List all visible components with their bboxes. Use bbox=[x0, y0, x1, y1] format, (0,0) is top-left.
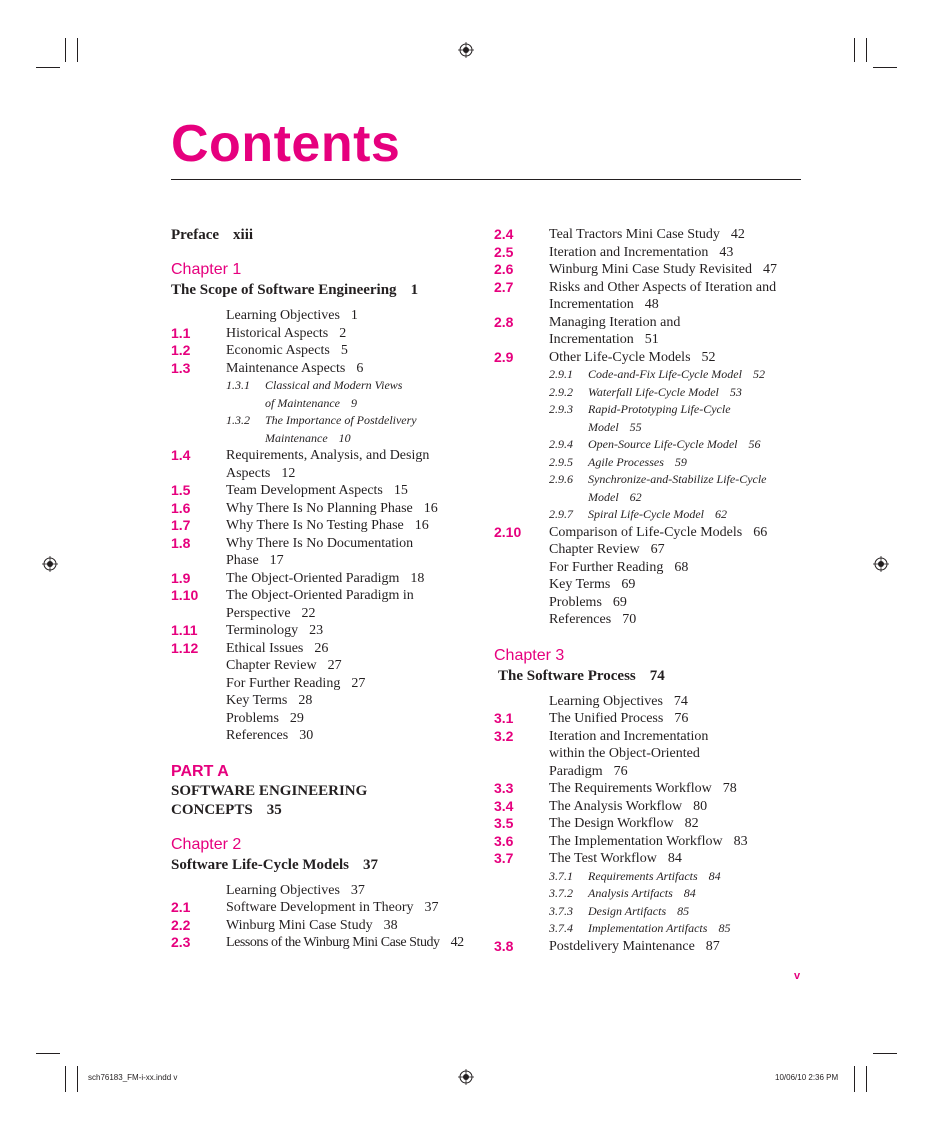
toc-entry[interactable]: 1.9 The Object-Oriented Paradigm 18 bbox=[171, 569, 425, 586]
toc-entry[interactable]: 2.9 Other Life-Cycle Models 52 bbox=[494, 348, 716, 365]
toc-entry[interactable]: For Further Reading 68 bbox=[549, 559, 689, 575]
toc-entry[interactable]: 2.6 Winburg Mini Case Study Revisited 47 bbox=[494, 261, 777, 277]
registration-mark-icon bbox=[458, 1069, 474, 1085]
toc-subentry[interactable]: 2.9.3 Rapid-Prototyping Life-Cycle Model 55 bbox=[549, 402, 731, 434]
toc-entry[interactable]: 2.7 Risks and Other Aspects of Iteration and Incrementation 48 bbox=[494, 278, 777, 312]
toc-entry[interactable]: 2.8 Managing Iteration and Incrementation 51 bbox=[494, 313, 681, 347]
crop-mark bbox=[854, 38, 855, 62]
toc-subentry[interactable]: 1.3.2 The Importance of Postdelivery Maintenance 10 bbox=[226, 413, 417, 445]
chapter-3-title[interactable]: The Software Process 74 bbox=[498, 667, 665, 684]
crop-mark bbox=[36, 67, 60, 68]
part-a-title[interactable]: SOFTWARE ENGINEERING CONCEPTS 35 bbox=[171, 782, 368, 818]
toc-entry[interactable]: 3.7 The Test Workflow 84 bbox=[494, 850, 682, 866]
toc-subentry[interactable]: 2.9.5 Agile Processes 59 bbox=[549, 454, 687, 469]
toc-entry[interactable]: Learning Objectives 37 bbox=[226, 882, 365, 898]
toc-entry[interactable]: 3.6 The Implementation Workflow 83 bbox=[494, 832, 748, 849]
toc-subentry[interactable]: 2.9.1 Code-and-Fix Life-Cycle Model 52 bbox=[549, 367, 765, 381]
toc-left-column bbox=[171, 226, 471, 952]
crop-mark bbox=[873, 1053, 897, 1054]
toc-entry[interactable]: 1.1 Historical Aspects 2 bbox=[171, 324, 347, 341]
title-rule bbox=[171, 179, 801, 180]
toc-entry[interactable]: 3.4 The Analysis Workflow 80 bbox=[494, 797, 708, 814]
toc-entry[interactable]: Key Terms 69 bbox=[549, 577, 636, 592]
toc-subentry[interactable]: 3.7.2 Analysis Artifacts 84 bbox=[549, 886, 696, 900]
page-title: Contents bbox=[171, 115, 401, 173]
toc-entry[interactable]: Key Terms 28 bbox=[226, 693, 313, 708]
toc-entry[interactable]: 1.8 Why There Is No Documentation Phase 17 bbox=[171, 534, 414, 568]
toc-entry[interactable]: 1.2 Economic Aspects 5 bbox=[171, 342, 348, 358]
toc-entry[interactable]: Chapter Review 67 bbox=[549, 542, 665, 557]
toc-entry[interactable]: Problems 69 bbox=[549, 594, 627, 610]
toc-entry[interactable]: Learning Objectives 74 bbox=[549, 693, 688, 709]
toc-entry[interactable]: 2.10 Comparison of Life-Cycle Models 66 bbox=[494, 523, 768, 540]
toc-subentry[interactable]: 1.3.1 Classical and Modern Views of Maintenance 9 bbox=[226, 378, 403, 410]
toc-subentry[interactable]: 2.9.7 Spiral Life-Cycle Model 62 bbox=[549, 507, 727, 521]
chapter-2-title[interactable]: Software Life-Cycle Models 37 bbox=[171, 856, 379, 873]
toc-subentry[interactable]: 3.7.1 Requirements Artifacts 84 bbox=[549, 868, 721, 883]
toc-subentry[interactable]: 2.9.4 Open-Source Life-Cycle Model 56 bbox=[549, 437, 761, 451]
toc-entry[interactable]: 3.3 The Requirements Workflow 78 bbox=[494, 780, 737, 796]
toc-entry[interactable]: References 70 bbox=[549, 612, 637, 627]
crop-mark bbox=[36, 1053, 60, 1054]
chapter-1-label: Chapter 1 bbox=[171, 261, 242, 278]
toc-entry[interactable]: 1.3 Maintenance Aspects 6 bbox=[171, 359, 364, 376]
toc-subentry[interactable]: 3.7.4 Implementation Artifacts 85 bbox=[549, 921, 731, 935]
toc-entry[interactable]: Chapter Review 27 bbox=[226, 658, 342, 673]
registration-mark-icon bbox=[42, 556, 58, 572]
toc-entry[interactable]: 1.11 Terminology 23 bbox=[171, 622, 324, 638]
toc-entry[interactable]: 1.5 Team Development Aspects 15 bbox=[171, 482, 408, 498]
crop-mark bbox=[65, 1066, 66, 1092]
part-a-label: PART A bbox=[171, 762, 229, 780]
crop-mark bbox=[873, 67, 897, 68]
toc-entry[interactable]: 1.4 Requirements, Analysis, and Design Aspects 12 bbox=[171, 447, 430, 481]
registration-mark-icon bbox=[458, 42, 474, 58]
toc-entry[interactable]: 3.2 Iteration and Incrementation within the Object-Oriented Paradigm 76 bbox=[494, 727, 709, 779]
toc-entry[interactable]: 1.10 The Object-Oriented Paradigm in Perspective 22 bbox=[171, 587, 414, 621]
slug-date: 10/06/10 2:36 PM bbox=[775, 1073, 839, 1082]
page-folio: v bbox=[794, 970, 801, 982]
toc-entry[interactable]: 2.3 Lessons of the Winburg Mini Case Study 42 bbox=[171, 934, 464, 950]
toc-entry[interactable]: 1.7 Why There Is No Testing Phase 16 bbox=[171, 517, 429, 533]
toc-entry[interactable]: For Further Reading 27 bbox=[226, 675, 366, 691]
registration-mark-icon bbox=[873, 556, 889, 572]
crop-mark bbox=[77, 38, 78, 62]
crop-mark bbox=[866, 38, 867, 62]
toc-subentry[interactable]: 2.9.2 Waterfall Life-Cycle Model 53 bbox=[549, 384, 742, 399]
chapter-3-label: Chapter 3 bbox=[494, 646, 565, 664]
toc-entry[interactable]: 3.5 The Design Workflow 82 bbox=[494, 815, 699, 831]
toc-entry[interactable]: 2.4 Teal Tractors Mini Case Study 42 bbox=[494, 226, 745, 242]
toc-entry[interactable]: 2.2 Winburg Mini Case Study 38 bbox=[171, 916, 398, 933]
toc-entry[interactable]: 1.12 Ethical Issues 26 bbox=[171, 639, 329, 656]
crop-mark bbox=[65, 38, 66, 62]
toc-entry[interactable]: 3.1 The Unified Process 76 bbox=[494, 710, 689, 726]
chapter-1-title[interactable]: The Scope of Software Engineering 1 bbox=[171, 282, 419, 298]
toc-right-column bbox=[494, 226, 804, 955]
toc-subentry[interactable]: 3.7.3 Design Artifacts 85 bbox=[549, 903, 690, 918]
toc-entry[interactable]: 2.5 Iteration and Incrementation 43 bbox=[494, 243, 734, 260]
crop-mark bbox=[77, 1066, 78, 1092]
toc-entry[interactable]: Problems 29 bbox=[226, 710, 304, 726]
toc-entry[interactable]: References 30 bbox=[226, 728, 314, 743]
toc-entry[interactable]: Learning Objectives 1 bbox=[226, 308, 358, 323]
toc-entry[interactable]: 3.8 Postdelivery Maintenance 87 bbox=[494, 937, 720, 954]
toc-entry[interactable]: 2.1 Software Development in Theory 37 bbox=[171, 899, 439, 915]
chapter-2-label: Chapter 2 bbox=[171, 835, 242, 853]
slug-filename: sch76183_FM-i-xx.indd v bbox=[88, 1073, 178, 1082]
toc-entry[interactable]: 1.6 Why There Is No Planning Phase 16 bbox=[171, 499, 438, 516]
crop-mark bbox=[866, 1066, 867, 1092]
preface-entry[interactable]: Preface xiii bbox=[171, 227, 254, 243]
toc-subentry[interactable]: 2.9.6 Synchronize-and-Stabilize Life-Cycle Model 62 bbox=[549, 472, 767, 504]
crop-mark bbox=[854, 1066, 855, 1092]
